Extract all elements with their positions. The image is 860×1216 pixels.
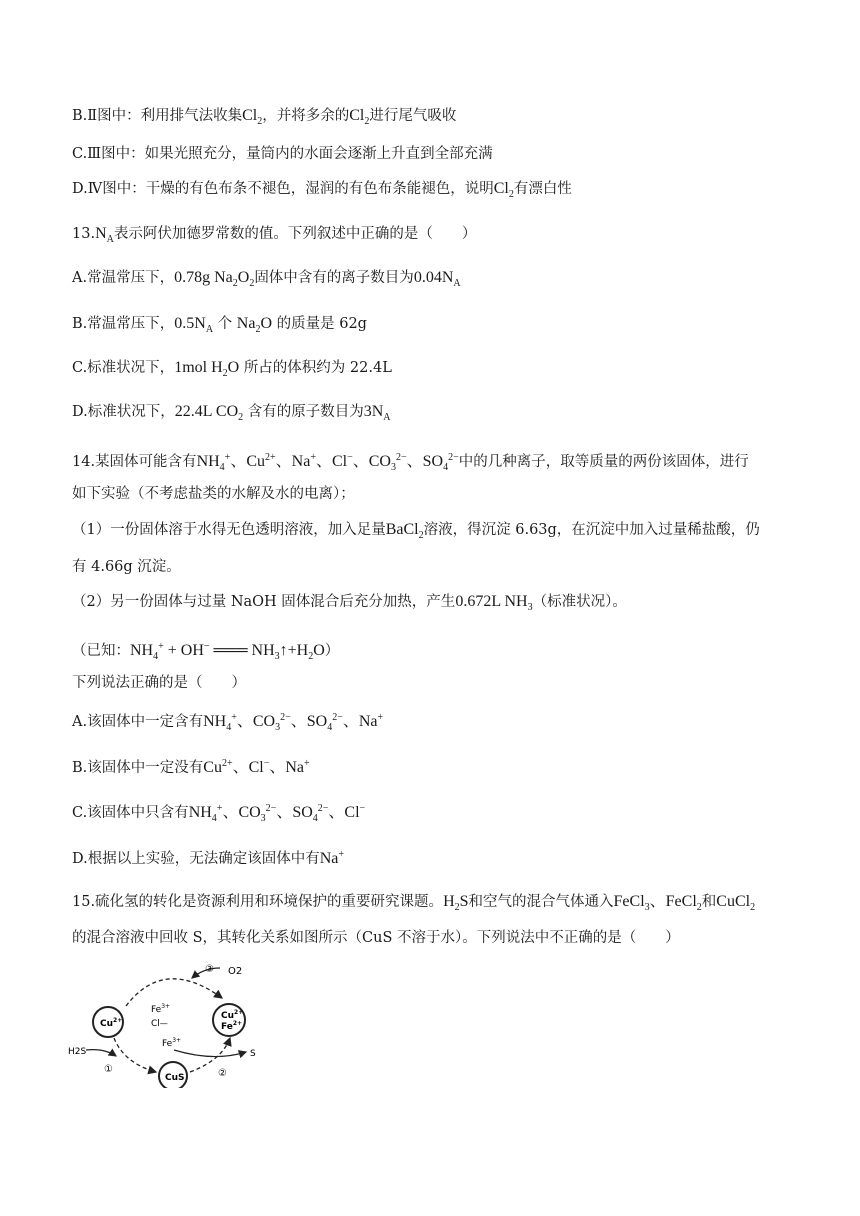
q14-experiment-1: （1）一份固体溶于水得无色透明溶液，加入足量BaCl$_2$溶液，得沉淀 6.63g，在沉淀中加入过量稀盐酸，仍 <box>72 521 760 541</box>
q14-stem: 14.某固体可能含有$NH_4^+$、$Cu^{2+}$、Na+、Cl−、$CO_3^{2-}$、$SO_4^{2-}$中的几种离子，取等质量的两份该固体，进行 <box>72 452 749 473</box>
q13-stem: $13.N_A$表示阿伏加德罗常数的值。下列叙述中正确的是（ ） <box>72 225 477 245</box>
q13-option-b: B.常温常压下，$0.5N_A$ 个 $Na_2O$ 的质量是 62g <box>72 315 367 335</box>
q14-option-d: D.根据以上实验，无法确定该固体中有Na+ <box>72 849 345 867</box>
step-1-label: ① <box>104 1064 113 1075</box>
s-label: S <box>250 1049 256 1059</box>
q14-option-a: A.该固体中一定含有$NH_4^+$、$CO_3^{2-}$、$SO_4^{2-}$、Na+ <box>72 712 384 733</box>
cu-left-label: $Cu^{2+}$ <box>100 1017 123 1029</box>
cu-right-label: $Cu^{2+}$ <box>221 1009 244 1021</box>
h2s-arrow <box>86 1050 116 1056</box>
q14-experiment-2: （2）另一份固体与过量 NaOH 固体混合后充分加热，产生0.672L $NH_3$（标准状况）。 <box>72 593 627 613</box>
q14-option-c: C.该固体中只含有$NH_4^+$、$CO_3^{2-}$、$SO_4^{2-}$、Cl− <box>72 803 366 824</box>
fe-right-label: $Fe^{2+}$ <box>221 1020 243 1032</box>
sulfur-cycle-diagram <box>64 958 274 1088</box>
q14-known-equation: （已知：$NH_4^+ + OH^-$ ═══ $NH_3↑+H_2O$） <box>72 641 340 662</box>
q15-stem-line2: 的混合溶液中回收 S，其转化关系如图所示（CuS 不溶于水）。下列说法中不正确的是（ ） <box>72 930 680 946</box>
q14-experiment-1-cont: 有 4.66g 沉淀。 <box>72 559 181 575</box>
step-2-label: ② <box>218 1068 227 1079</box>
arc-bottom-left <box>114 1038 156 1072</box>
arc-top <box>126 979 222 1006</box>
fe3-center-label: $Fe^{3+}$ <box>151 1003 171 1015</box>
q12-option-d: D.Ⅳ图中：干燥的有色布条不褪色，湿润的有色布条能褪色，说明$Cl_2$有漂白性 <box>72 180 572 200</box>
step-3-label: ③ <box>205 964 214 975</box>
q13-option-a: A.常温常压下，0.78g $Na_2O_2$固体中含有的离子数目为$0.04N_A$ <box>72 269 461 289</box>
q14-question: 下列说法正确的是（ ） <box>72 675 246 691</box>
h2s-label: H2S <box>68 1047 87 1057</box>
q15-stem: 15.硫化氢的转化是资源利用和环境保护的重要研究课题。$H_2S$和空气的混合气体通入FeCl$_3$、FeCl$_2$和CuCl$_2$ <box>72 893 756 913</box>
fe3-lower-label: $Fe^{3+}$ <box>162 1037 182 1049</box>
q14-option-b: B.该固体中一定没有$Cu^{2+}$、Cl−、Na+ <box>72 758 310 776</box>
q12-option-c: C.Ⅲ图中：如果光照充分，量筒内的水面会逐渐上升直到全部充满 <box>72 146 493 162</box>
o2-label: O2 <box>228 966 243 977</box>
s-arrow <box>174 1050 246 1057</box>
cl-center-label: Cl— <box>151 1019 168 1029</box>
q12-option-b: B.Ⅱ图中：利用排气法收集$Cl_2$，并将多余的$Cl_2$进行尾气吸收 <box>72 107 457 127</box>
q13-option-c: C.标准状况下，1mol $H_2O$ 所占的体积约为 22.4L <box>72 359 392 379</box>
q13-option-d: D.标准状况下，22.4L $CO_2$ 含有的原子数目为$3N_A$ <box>72 403 391 423</box>
q14-stem-line2: 如下实验（不考虑盐类的水解及水的电离）； <box>72 486 355 502</box>
cus-label: CuS <box>165 1073 185 1083</box>
